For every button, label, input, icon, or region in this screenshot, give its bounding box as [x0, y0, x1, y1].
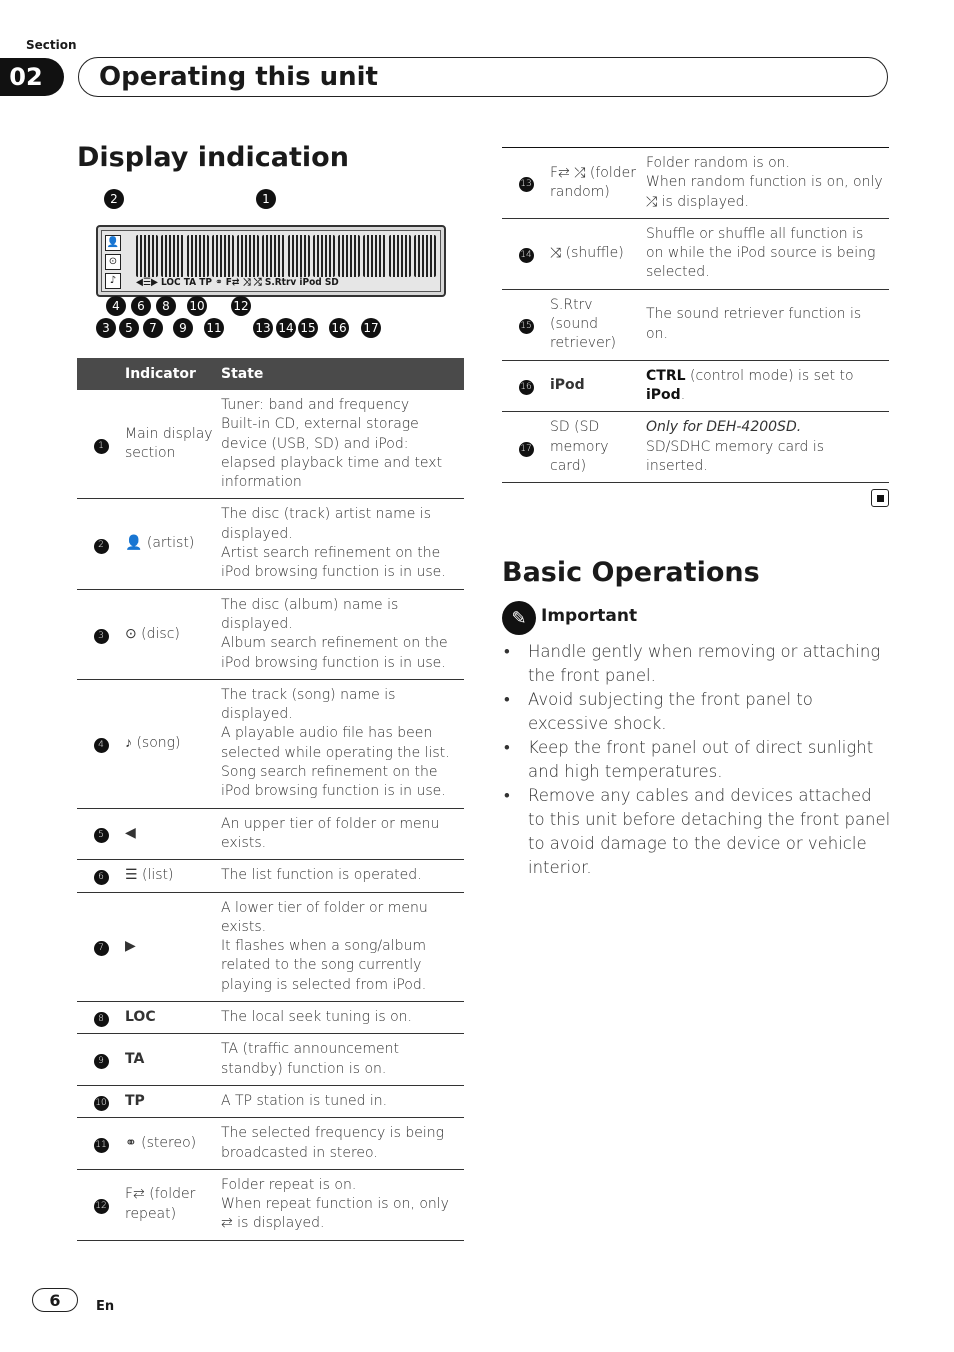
indicator-cell: ☰ (list)	[125, 860, 221, 892]
number-badge: 1	[94, 439, 109, 454]
section-title-text: Operating this unit	[99, 62, 378, 92]
indicator-cell: S.Rtrv (sound retriever)	[550, 289, 646, 360]
row-number	[77, 589, 125, 679]
state-cell	[646, 360, 889, 412]
state-text: (control mode) is set to	[685, 367, 854, 384]
state-text: Tuner: band and frequency Built-in CD, external storage device (USB, SD) and iPod: elapsed playback time and text information	[221, 397, 443, 491]
lcd-diagram	[96, 185, 448, 340]
indicator-cell: F⇄ (folder repeat)	[125, 1169, 221, 1240]
indicator-cell: ⤨ (shuffle)	[550, 218, 646, 289]
number-badge: 2	[94, 539, 109, 554]
row-number	[77, 1085, 125, 1117]
row-number	[77, 808, 125, 860]
row-number	[77, 1034, 125, 1086]
callout-9: 9	[173, 318, 193, 338]
table-row	[77, 1169, 464, 1240]
important-label: Important	[541, 606, 638, 626]
state-cell	[221, 860, 464, 892]
number-badge: 10	[94, 1096, 109, 1111]
indicator-cell: ⚭ (stereo)	[125, 1118, 221, 1170]
callout-2: 2	[104, 189, 124, 209]
table-row	[502, 148, 889, 219]
number-badge: 7	[94, 941, 109, 956]
state-cell	[646, 218, 889, 289]
callout-5: 5	[119, 318, 139, 338]
state-text: The selected frequency is being broadcasted in stereo.	[221, 1125, 445, 1161]
state-cell	[221, 892, 464, 1001]
row-number	[502, 412, 550, 483]
state-cell	[221, 1034, 464, 1086]
state-text: Shuffle or shuffle all function is on while the iPod source is being selected.	[646, 225, 876, 281]
table-row	[77, 589, 464, 679]
callout-4: 4	[106, 296, 126, 316]
table-row	[77, 679, 464, 808]
callout-14: 14	[276, 318, 296, 338]
row-number	[502, 289, 550, 360]
basic-operations-heading: Basic Operations	[502, 557, 760, 588]
important-icon: ✎	[502, 601, 536, 635]
state-text: The disc (track) artist name is displayed. Artist search refinement on the iPod browsing function is in use.	[221, 506, 446, 581]
row-number	[77, 892, 125, 1001]
indicator-cell: LOC	[125, 1002, 221, 1034]
indicator-table-left	[77, 358, 464, 1241]
callout-16: 16	[329, 318, 349, 338]
number-badge: 16	[519, 380, 534, 395]
row-number	[502, 148, 550, 219]
list-item: • Avoid subjecting the front panel to excessive shock.	[502, 688, 892, 736]
state-cell	[221, 1118, 464, 1170]
callout-6: 6	[131, 296, 151, 316]
indicator-cell: TA	[125, 1034, 221, 1086]
number-badge: 11	[94, 1138, 109, 1153]
row-number	[77, 1118, 125, 1170]
state-text: Folder random is on. When random function is on, only ⤮ is displayed.	[646, 155, 883, 210]
state-cell	[221, 499, 464, 589]
row-number	[502, 218, 550, 289]
row-number	[502, 360, 550, 412]
row-number	[77, 1169, 125, 1240]
state-cell	[221, 808, 464, 860]
header-state: State	[221, 358, 464, 390]
table-row	[77, 808, 464, 860]
state-cell	[221, 390, 464, 499]
indicator-cell: ▶	[125, 892, 221, 1001]
callout-3: 3	[96, 318, 116, 338]
number-badge: 12	[94, 1199, 109, 1214]
state-text: .	[680, 386, 686, 403]
number-badge: 14	[519, 248, 534, 263]
page-number: 6	[32, 1288, 78, 1312]
state-bold: CTRL	[646, 367, 686, 384]
state-note: Only for DEH-4200SD.	[646, 419, 802, 436]
number-badge: 5	[94, 828, 109, 843]
state-text: A TP station is tuned in.	[221, 1092, 388, 1109]
state-text: Folder repeat is on. When repeat function is on, only ⇄ is displayed.	[221, 1176, 449, 1232]
state-text: The list function is operated.	[221, 867, 422, 884]
indicator-cell: F⇄ ⤮ (folder random)	[550, 148, 646, 219]
song-icon: ♪	[105, 273, 121, 289]
disc-icon: ⊙	[105, 254, 121, 270]
number-badge: 17	[519, 442, 534, 457]
state-text: A lower tier of folder or menu exists. It flashes when a song/album related to the song currently playing is selected from iPod.	[221, 899, 428, 993]
state-text: The sound retriever function is on.	[646, 306, 862, 342]
section-label: Section	[26, 38, 77, 52]
state-cell	[646, 412, 889, 483]
page-language: En	[96, 1299, 115, 1314]
row-number	[77, 499, 125, 589]
table-row	[77, 1002, 464, 1034]
row-number	[77, 679, 125, 808]
callout-15: 15	[298, 318, 318, 338]
callout-17: 17	[361, 318, 381, 338]
row-number	[77, 860, 125, 892]
section-title	[78, 57, 888, 97]
table-row	[77, 1034, 464, 1086]
table-row	[77, 390, 464, 499]
table-row	[77, 1085, 464, 1117]
number-badge: 13	[519, 177, 534, 192]
callout-13: 13	[253, 318, 273, 338]
table-row	[502, 218, 889, 289]
indicator-cell: ◀	[125, 808, 221, 860]
number-badge: 3	[94, 629, 109, 644]
lcd-status-indicators: ◀☰▶ LOC TA TP ⚭ F⇄ ⤨ ⤮ S.Rtrv iPod SD	[136, 277, 339, 288]
indicator-cell: 👤 (artist)	[125, 499, 221, 589]
lcd-screen	[101, 230, 441, 292]
list-item: • Keep the front panel out of direct sunlight and high temperatures.	[502, 736, 892, 784]
table-row	[77, 499, 464, 589]
end-of-section-icon	[871, 489, 889, 507]
number-badge: 15	[519, 319, 534, 334]
indicator-cell: iPod	[550, 360, 646, 412]
callout-12: 12	[231, 296, 251, 316]
state-cell	[221, 679, 464, 808]
table-row	[77, 860, 464, 892]
state-text: An upper tier of folder or menu exists.	[221, 815, 440, 851]
indicator-cell: Main display section	[125, 390, 221, 499]
indicator-cell: TP	[125, 1085, 221, 1117]
state-cell	[221, 589, 464, 679]
state-bold: iPod	[646, 386, 681, 403]
number-badge: 9	[94, 1054, 109, 1069]
state-text: The track (song) name is displayed. A playable audio file has been selected while operating the list. Song search refinement on the iPod browsing function is in use.	[221, 686, 450, 800]
list-item: • Handle gently when removing or attaching the front panel.	[502, 640, 892, 688]
indicator-cell: ♪ (song)	[125, 679, 221, 808]
state-cell	[646, 148, 889, 219]
lcd-character-segments	[136, 235, 436, 277]
list-item: • Remove any cables and devices attached to this unit before detaching the front panel to avoid damage to the device or vehicle interior.	[502, 784, 892, 880]
table-row	[77, 1118, 464, 1170]
state-text: TA (traffic announcement standby) function is on.	[221, 1041, 400, 1077]
state-cell	[221, 1085, 464, 1117]
state-text: The disc (album) name is displayed. Album search refinement on the iPod browsing function is in use.	[221, 596, 448, 671]
state-cell	[646, 289, 889, 360]
indicator-cell: ⊙ (disc)	[125, 589, 221, 679]
state-text: SD/SDHC memory card is inserted.	[646, 438, 825, 474]
table-row	[502, 412, 889, 483]
callout-1: 1	[256, 189, 276, 209]
number-badge: 8	[94, 1012, 109, 1027]
indicator-table-right	[502, 147, 889, 483]
section-number: 02	[0, 58, 64, 96]
state-cell	[221, 1169, 464, 1240]
callout-8: 8	[156, 296, 176, 316]
row-number	[77, 390, 125, 499]
lcd-side-icons	[105, 235, 127, 292]
row-number	[77, 1002, 125, 1034]
artist-icon: 👤	[105, 235, 121, 251]
state-text: The local seek tuning is on.	[221, 1009, 413, 1026]
header-indicator: Indicator	[125, 358, 221, 390]
callout-11: 11	[204, 318, 224, 338]
indicator-cell: SD (SD memory card)	[550, 412, 646, 483]
display-indication-heading: Display indication	[77, 142, 349, 173]
state-cell	[221, 1002, 464, 1034]
table-row	[502, 289, 889, 360]
number-badge: 6	[94, 870, 109, 885]
lcd-frame	[96, 225, 446, 297]
callout-10: 10	[187, 296, 207, 316]
important-list	[502, 640, 892, 880]
callout-7: 7	[143, 318, 163, 338]
table-row	[502, 360, 889, 412]
number-badge: 4	[94, 738, 109, 753]
table-row	[77, 892, 464, 1001]
